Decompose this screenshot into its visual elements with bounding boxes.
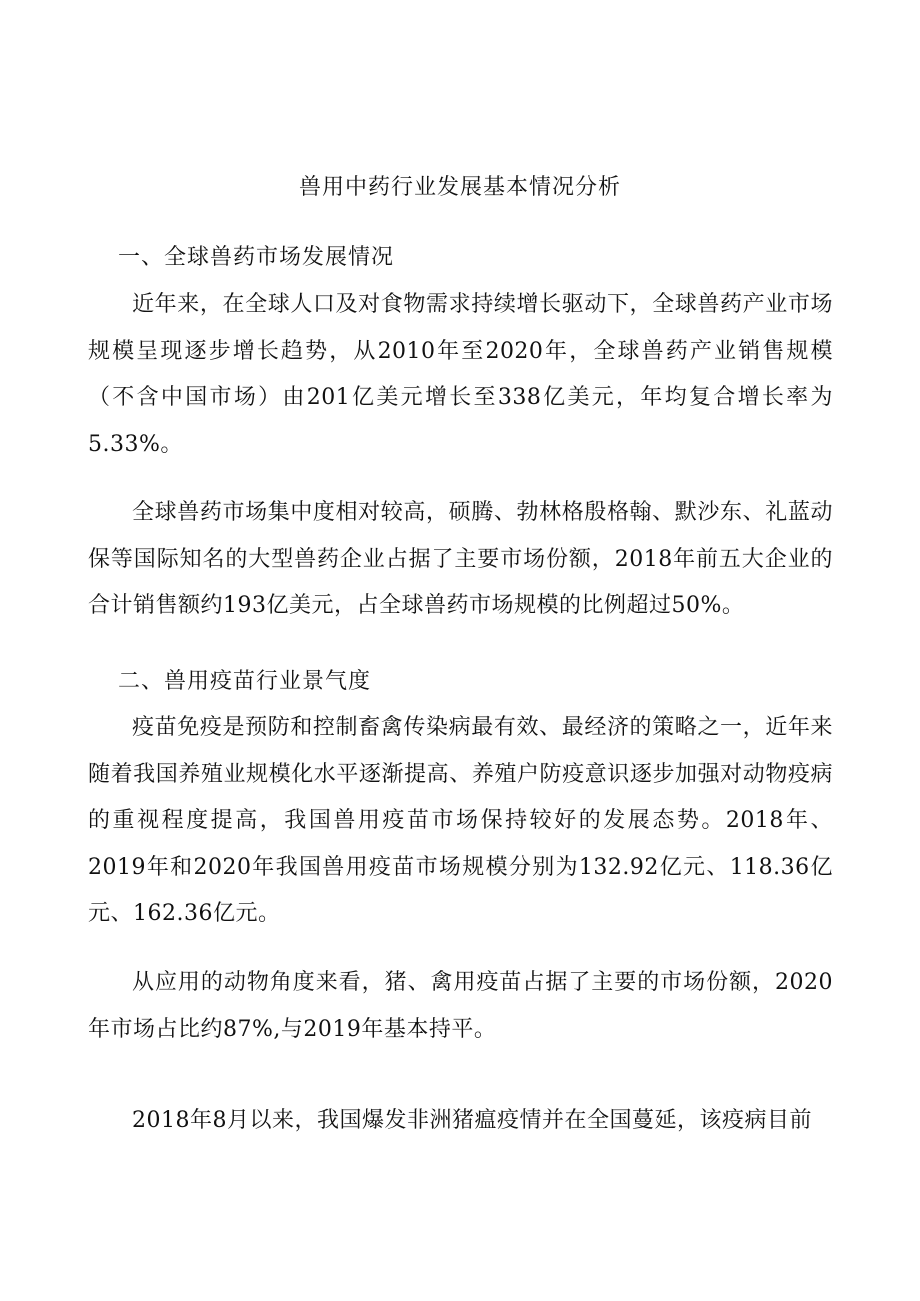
paragraph-vaccine-market-size: 疫苗免疫是预防和控制畜禽传染病最有效、最经济的策略之一，近年来随着我国养殖业规模化水平逐渐提高、养殖户防疫意识逐步加强对动物疫病的重视程度提高，我国兽用疫苗市场保持较好的发展态势。2018年、2019年和2020年我国兽用疫苗市场规模分别为132.92亿元、118.36亿元、162.36亿元。 xyxy=(88,715,833,926)
paragraph-global-market-concentration: 全球兽药市场集中度相对较高，硕腾、勃林格殷格翰、默沙东、礼蓝动保等国际知名的大型兽药企业占据了主要市场份额，2018年前五大企业的合计销售额约193亿美元，占全球兽药市场规模的比例超过50%。 xyxy=(88,500,833,618)
section-heading-global-market: 一、全球兽药市场发展情况 xyxy=(118,245,395,270)
paragraph-global-market-growth: 近年来，在全球人口及对食物需求持续增长驱动下，全球兽药产业市场规模呈现逐步增长趋势，从2010年至2020年，全球兽药产业销售规模（不含中国市场）由201亿美元增长至338亿美元，年均复合增长率为5.33%。 xyxy=(88,292,833,457)
section-heading-vaccine-industry: 二、兽用疫苗行业景气度 xyxy=(118,669,372,694)
paragraph-vaccine-animal-share: 从应用的动物角度来看，猪、禽用疫苗占据了主要的市场份额，2020年市场占比约87%,与2019年基本持平。 xyxy=(88,970,833,1042)
document-title: 兽用中药行业发展基本情况分析 xyxy=(298,175,621,200)
paragraph-african-swine-fever: 2018年8月以来，我国爆发非洲猪瘟疫情并在全国蔓延，该疫病目前 xyxy=(132,1108,812,1133)
